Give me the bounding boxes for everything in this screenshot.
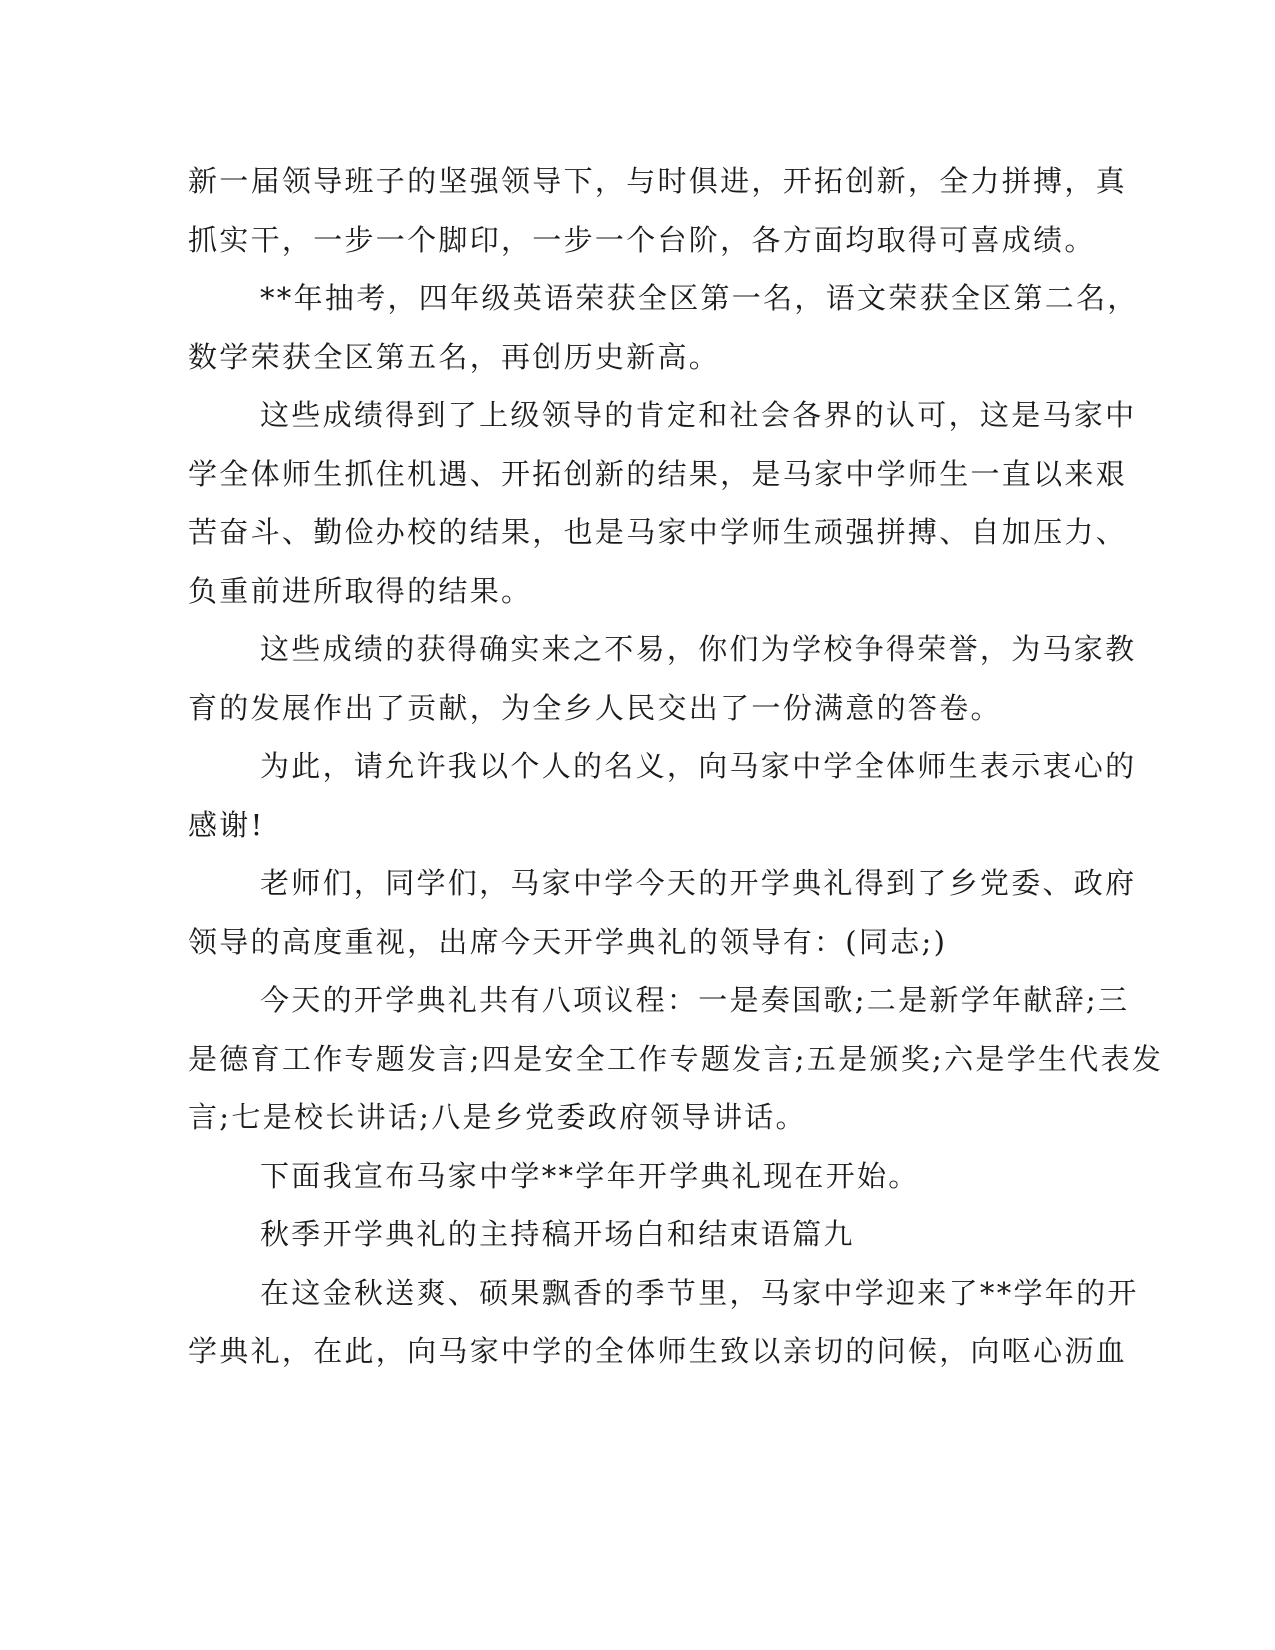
text-line: 学全体师生抓住机遇、开拓创新的结果，是马家中学师生一直以来艰: [188, 456, 1128, 491]
text-line: 育的发展作出了贡献，为全乡人民交出了一份满意的答卷。: [188, 690, 1002, 725]
text-line: 是德育工作专题发言;四是安全工作专题发言;五是颁奖;六是学生代表发: [188, 1041, 1164, 1076]
text-line: 今天的开学典礼共有八项议程：一是奏国歌;二是新学年献辞;三: [260, 983, 1130, 1017]
text-line: 苦奋斗、勤俭办校的结果，也是马家中学师生顽强拼搏、自加压力、: [188, 515, 1128, 549]
text-line: 领导的高度重视，出席今天开学典礼的领导有：(同志;): [188, 924, 948, 959]
text-line: 感谢!: [188, 807, 265, 842]
text-line: 这些成绩得到了上级领导的肯定和社会各界的认可，这是马家中: [260, 398, 1137, 432]
text-line: 这些成绩的获得确实来之不易，你们为学校争得荣誉，为马家教: [260, 632, 1137, 666]
text-line: 新一届领导班子的坚强领导下，与时俱进，开拓创新，全力拼搏，真: [188, 164, 1128, 198]
section-heading: 秋季开学典礼的主持稿开场白和结束语篇九: [260, 1217, 855, 1251]
text-line: **年抽考，四年级英语荣获全区第一名，语文荣获全区第二名，: [260, 281, 1139, 315]
text-line: 抓实干，一步一个脚印，一步一个台阶，各方面均取得可喜成绩。: [188, 222, 1096, 257]
text-line: 为此，请允许我以个人的名义，向马家中学全体师生表示衷心的: [260, 749, 1137, 783]
text-line: 负重前进所取得的结果。: [188, 573, 533, 608]
text-line: 下面我宣布马家中学**学年开学典礼现在开始。: [260, 1158, 920, 1193]
text-line: 数学荣获全区第五名，再创历史新高。: [188, 339, 721, 374]
text-line: 在这金秋送爽、硕果飘香的季节里，马家中学迎来了**学年的开: [260, 1275, 1139, 1310]
text-line: 言;七是校长讲话;八是乡党委政府领导讲话。: [188, 1100, 807, 1134]
text-line: 老师们，同学们，马家中学今天的开学典礼得到了乡党委、政府: [260, 866, 1137, 900]
text-line: 学典礼，在此，向马家中学的全体师生致以亲切的问候，向呕心沥血: [188, 1334, 1128, 1368]
document-body: [188, 152, 1164, 1381]
